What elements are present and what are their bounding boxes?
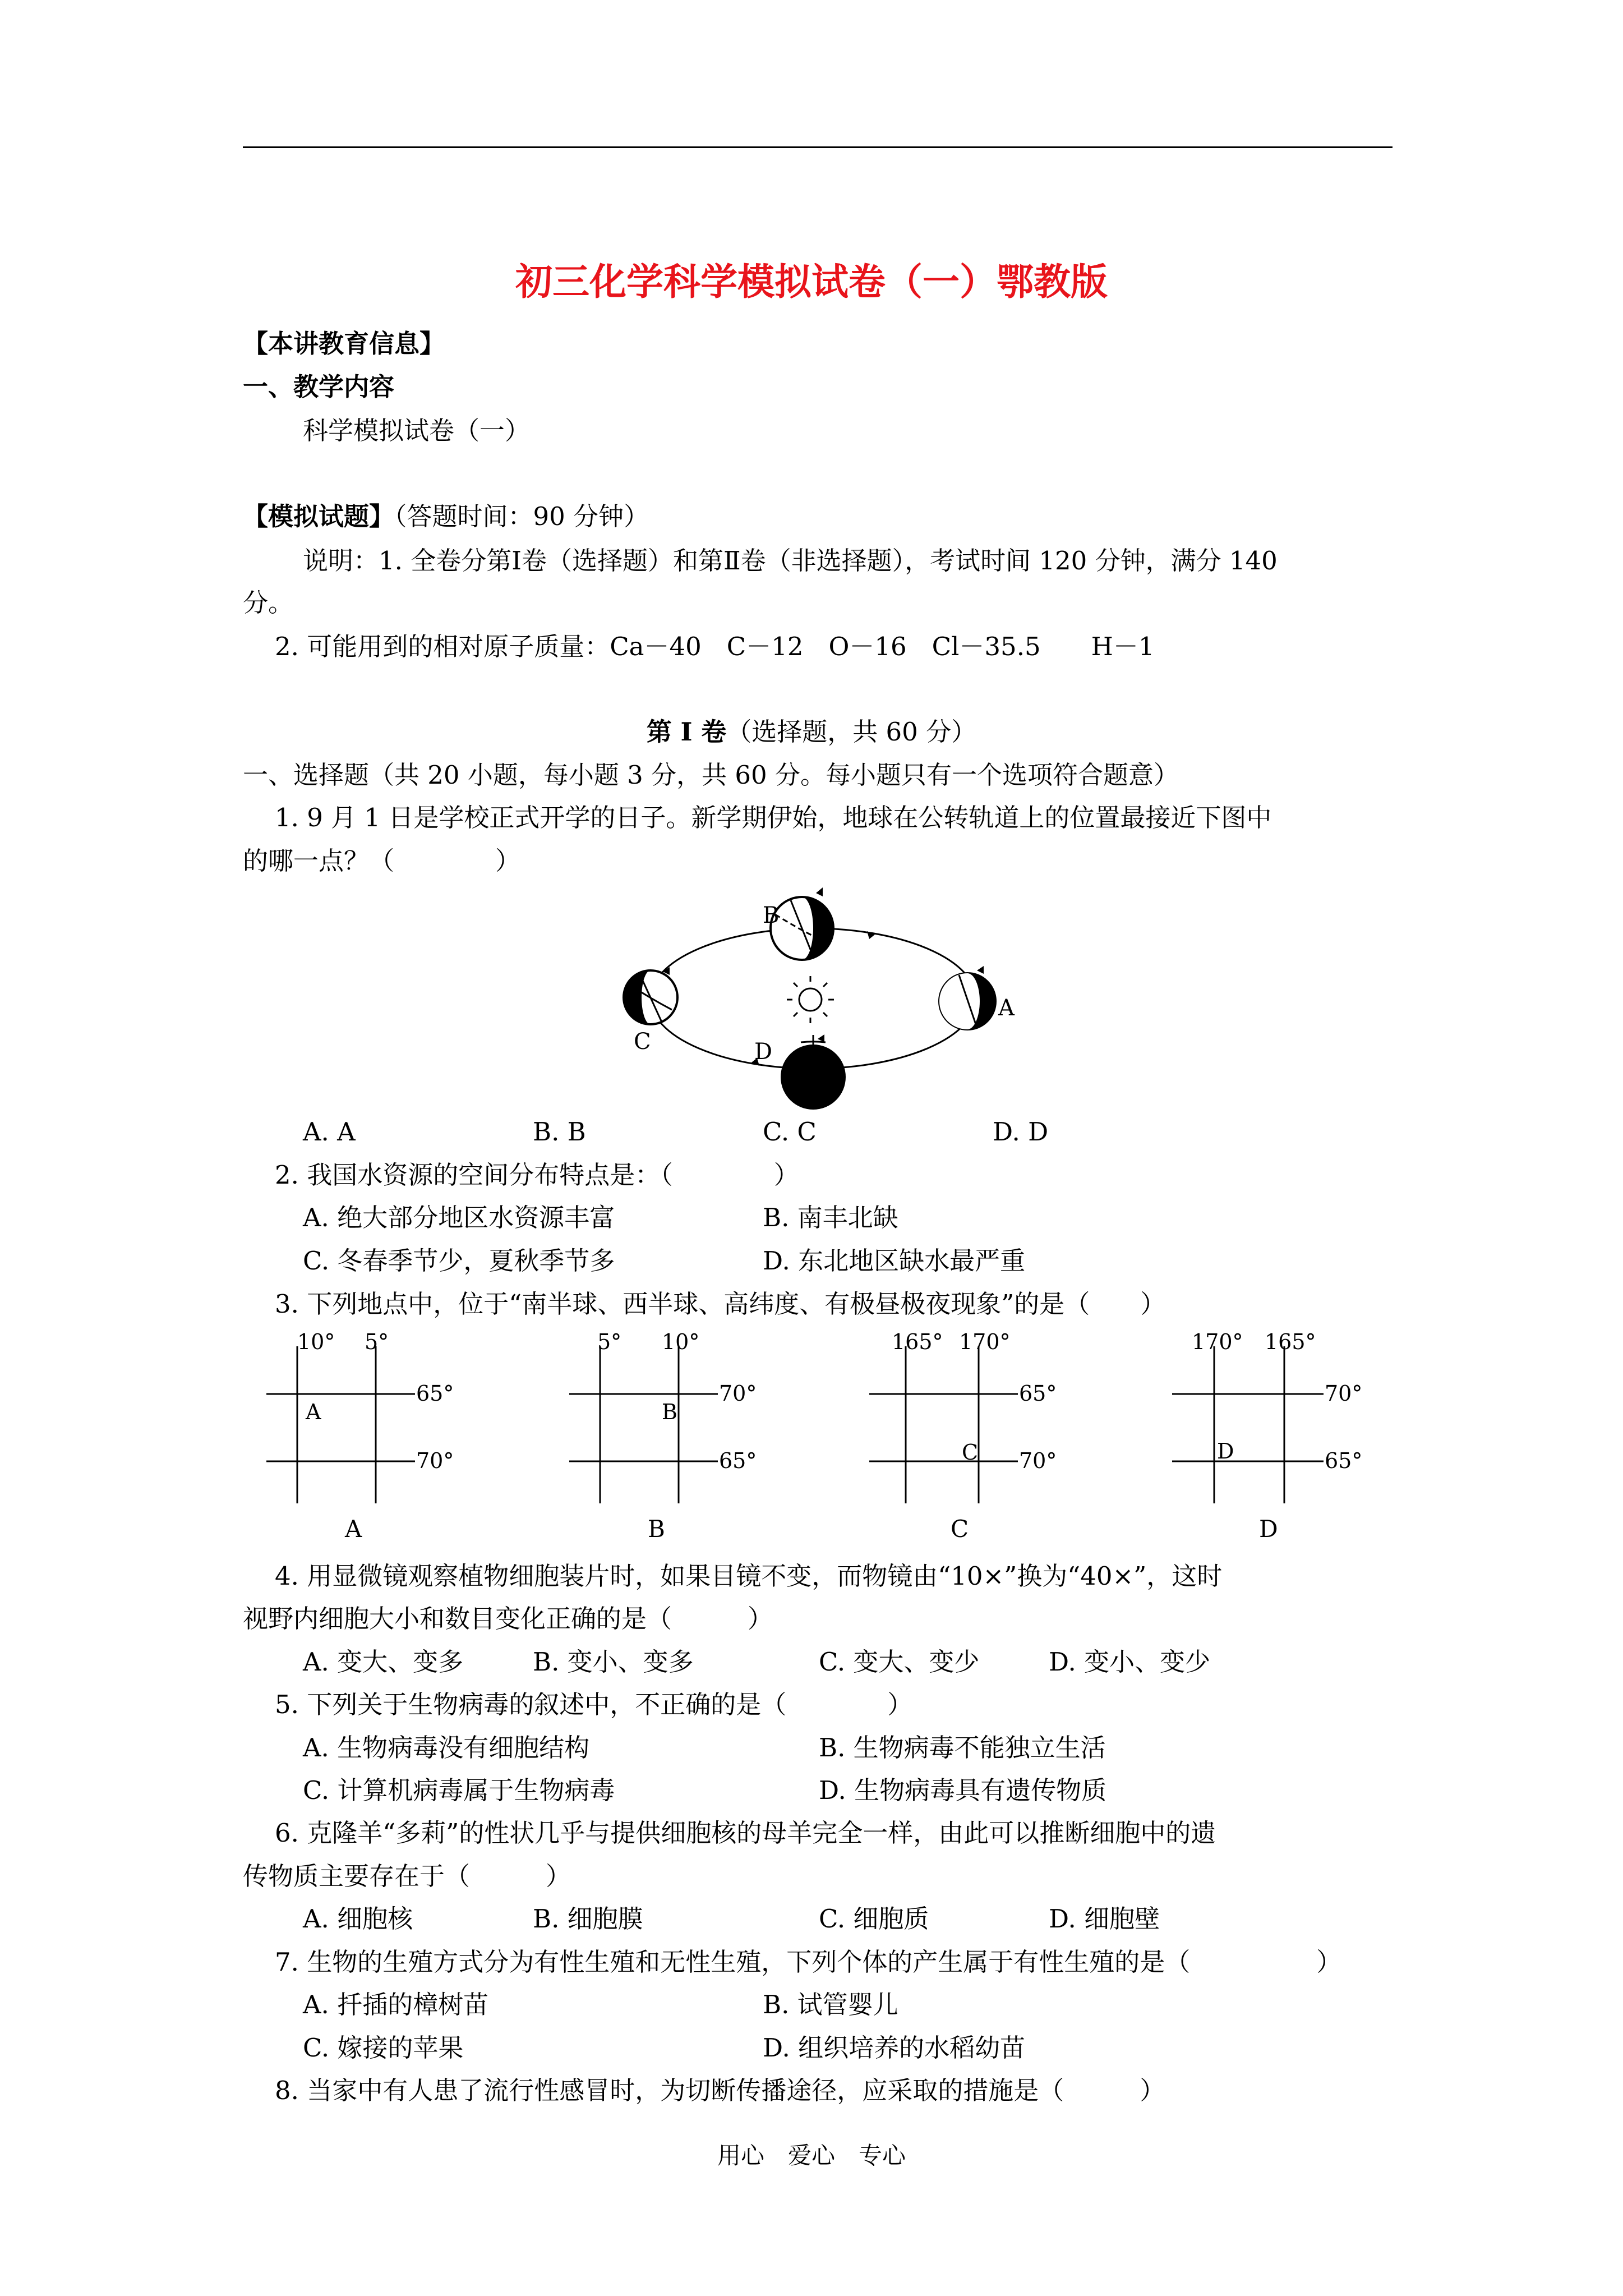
q6-option-c[interactable]: C. 细胞质: [819, 1904, 929, 1934]
q6-option-a[interactable]: A. 细胞核: [303, 1904, 413, 1934]
q1-option-d[interactable]: D. D: [993, 1117, 1049, 1147]
q3-stem: 3. 下列地点中，位于“南半球、西半球、高纬度、有极昼极夜现象”的是（ ）: [275, 1289, 1166, 1319]
q2-option-a[interactable]: A. 绝大部分地区水资源丰富: [303, 1203, 615, 1232]
q1-option-a[interactable]: A. A: [303, 1117, 356, 1147]
edu-info-heading: 【本讲教育信息】: [243, 329, 445, 358]
section-teaching-content: 一、教学内容: [243, 372, 395, 402]
q5-stem: 5. 下列关于生物病毒的叙述中，不正确的是（ ）: [275, 1690, 913, 1719]
sun-icon: [787, 976, 834, 1023]
orbit-label-b: B: [763, 903, 780, 928]
part1-heading-rest: （选择题，共 60 分）: [726, 717, 977, 747]
q1-option-c[interactable]: C. C: [763, 1117, 817, 1147]
earth-a-icon: [939, 966, 995, 1029]
grid-c-caption: C: [951, 1515, 969, 1543]
grid-d-lat-bottom: 65°: [1325, 1448, 1363, 1473]
q4-option-a[interactable]: A. 变大、变多: [303, 1647, 464, 1677]
grid-b-point: B: [662, 1400, 677, 1424]
page-title: 初三化学科学模拟试卷（一）鄂教版: [515, 260, 1108, 303]
earth-d-icon: [781, 1034, 846, 1110]
q4-option-b[interactable]: B. 变小、变多: [533, 1647, 694, 1677]
q4-option-d[interactable]: D. 变小、变少: [1049, 1647, 1211, 1677]
grid-d-caption: D: [1259, 1515, 1278, 1543]
grid-c-point: C: [962, 1440, 979, 1465]
q5-option-c[interactable]: C. 计算机病毒属于生物病毒: [303, 1775, 615, 1805]
q1-stem-a: 1. 9 月 1 日是学校正式开学的日子。新学期伊始，地球在公转轨道上的位置最接近下图中: [275, 803, 1272, 832]
q7-option-b[interactable]: B. 试管婴儿: [763, 1990, 898, 2019]
q1-option-b[interactable]: B. B: [533, 1117, 586, 1147]
part1-heading: [0, 716, 1623, 748]
grid-c-lon-left: 165°: [892, 1329, 943, 1354]
q2-stem: 2. 我国水资源的空间分布特点是：（ ）: [275, 1160, 799, 1190]
q3-grid-b: [566, 1329, 802, 1548]
grid-c-lon-right: 170°: [959, 1329, 1011, 1354]
grid-a-lat-top: 65°: [416, 1381, 454, 1406]
grid-b-lon-left: 5°: [597, 1329, 622, 1354]
q5-option-a[interactable]: A. 生物病毒没有细胞结构: [303, 1733, 590, 1763]
grid-d-point: D: [1217, 1439, 1234, 1464]
q6-stem-a: 6. 克隆羊“多莉”的性状几乎与提供细胞核的母羊完全一样，由此可以推断细胞中的遗: [275, 1818, 1216, 1848]
q3-grid-d: [1169, 1329, 1405, 1548]
q5-option-d[interactable]: D. 生物病毒具有遗传物质: [819, 1775, 1107, 1805]
grid-a-lon-left: 10°: [297, 1329, 335, 1354]
q6-option-d[interactable]: D. 细胞壁: [1049, 1904, 1160, 1934]
grid-b-lat-top: 70°: [719, 1381, 757, 1406]
q7-stem: 7. 生物的生殖方式分为有性生殖和无性生殖，下列个体的产生属于有性生殖的是（ ）: [275, 1947, 1342, 1977]
q3-grid-a: [264, 1329, 499, 1548]
orbit-label-d: D: [754, 1039, 773, 1065]
q4-option-c[interactable]: C. 变大、变少: [819, 1647, 980, 1677]
grid-d-lat-top: 70°: [1325, 1381, 1363, 1406]
grid-a-lat-bottom: 70°: [416, 1448, 454, 1473]
q1-stem-b: 的哪一点？（ ）: [243, 846, 521, 876]
grid-d-lon-left: 170°: [1192, 1329, 1243, 1354]
grid-c-lat-bottom: 70°: [1019, 1448, 1057, 1473]
part1-heading-bold: 第 Ⅰ 卷: [646, 717, 727, 747]
grid-c-lat-top: 65°: [1019, 1381, 1057, 1406]
q4-stem-a: 4. 用显微镜观察植物细胞装片时，如果目镜不变，而物镜由“10×”换为“40×”，这时: [275, 1561, 1223, 1591]
q4-stem-b: 视野内细胞大小和数目变化正确的是（ ）: [243, 1604, 773, 1634]
q2-option-d[interactable]: D. 东北地区缺水最严重: [763, 1246, 1026, 1276]
q6-stem-b: 传物质主要存在于（ ）: [243, 1861, 571, 1891]
orbit-label-c: C: [634, 1029, 651, 1055]
grid-b-lat-bottom: 65°: [719, 1448, 757, 1473]
page-footer: 用心 爱心 专心: [717, 2142, 906, 2169]
q2-option-b[interactable]: B. 南丰北缺: [763, 1203, 898, 1232]
grid-b-caption: B: [648, 1515, 665, 1543]
q6-option-b[interactable]: B. 细胞膜: [533, 1904, 643, 1934]
q5-option-b[interactable]: B. 生物病毒不能独立生活: [819, 1733, 1106, 1763]
grid-d-lon-right: 165°: [1265, 1329, 1316, 1354]
earth-c-icon: [624, 967, 677, 1024]
q7-option-d[interactable]: D. 组织培养的水稻幼苗: [763, 2033, 1026, 2063]
q8-stem: 8. 当家中有人患了流行性感冒时，为切断传播途径，应采取的措施是（ ）: [275, 2076, 1165, 2105]
mock-heading: 【模拟试题】: [243, 501, 395, 531]
note-1-line-b: 分。: [243, 588, 294, 618]
note-2: 2. 可能用到的相对原子质量：Ca－40 C－12 O－16 Cl－35.5 H－1: [275, 632, 1155, 661]
mock-heading-line: [243, 501, 649, 532]
note-1-line-a: 说明：1. 全卷分第Ⅰ卷（选择题）和第Ⅱ卷（非选择题），考试时间 120 分钟，满分 140: [303, 546, 1278, 576]
teaching-content-text: 科学模拟试卷（一）: [303, 416, 531, 445]
q7-option-a[interactable]: A. 扦插的樟树苗: [303, 1990, 489, 2019]
grid-a-lon-right: 5°: [365, 1329, 389, 1354]
grid-a-point: A: [306, 1400, 321, 1424]
mock-time: （答题时间：90 分钟）: [394, 501, 649, 531]
header-rule: [243, 146, 1393, 148]
grid-b-lon-right: 10°: [662, 1329, 700, 1354]
q3-grid-c: [866, 1329, 1102, 1548]
earth-b-icon: [771, 887, 833, 960]
q2-option-c[interactable]: C. 冬春季节少，夏秋季节多: [303, 1246, 615, 1276]
orbit-label-a: A: [998, 995, 1015, 1021]
q7-option-c[interactable]: C. 嫁接的苹果: [303, 2033, 464, 2063]
part1-instruction: 一、选择题（共 20 小题，每小题 3 分，共 60 分。每小题只有一个选项符合题意）: [243, 760, 1179, 790]
grid-a-caption: A: [345, 1515, 362, 1543]
earth-orbit-figure: [623, 875, 1015, 1111]
